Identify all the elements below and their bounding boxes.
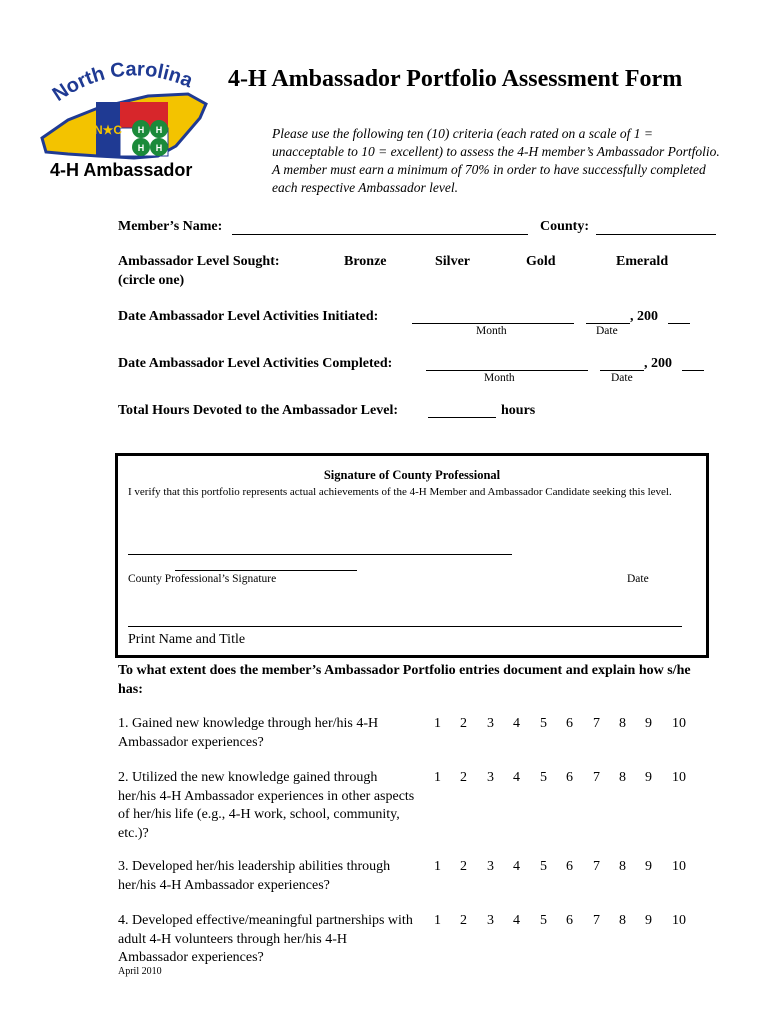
rating-option-10[interactable]: 10	[672, 770, 686, 785]
rating-option-7[interactable]: 7	[593, 770, 600, 785]
rating-option-10[interactable]: 10	[672, 716, 686, 731]
rating-option-8[interactable]: 8	[619, 859, 626, 874]
rating-option-2[interactable]: 2	[460, 859, 467, 874]
print-name-caption: Print Name and Title	[128, 632, 246, 647]
completed-label: Date Ambassador Level Activities Completed:	[118, 356, 393, 371]
rating-option-4[interactable]: 4	[513, 770, 520, 785]
rating-option-5[interactable]: 5	[540, 859, 547, 874]
level-label: Ambassador Level Sought:	[118, 254, 280, 269]
svg-text:H: H	[137, 143, 145, 153]
rating-option-9[interactable]: 9	[645, 859, 652, 874]
svg-text:H: H	[155, 143, 163, 153]
rating-option-10[interactable]: 10	[672, 913, 686, 928]
rating-option-9[interactable]: 9	[645, 913, 652, 928]
completed-month-caption: Month	[484, 372, 515, 384]
rating-option-8[interactable]: 8	[619, 770, 626, 785]
rating-option-2[interactable]: 2	[460, 770, 467, 785]
initiated-month-field[interactable]	[412, 323, 574, 324]
rating-option-1[interactable]: 1	[434, 770, 441, 785]
completed-month-field[interactable]	[426, 370, 588, 371]
county-field[interactable]	[596, 234, 716, 235]
level-hint: (circle one)	[118, 273, 185, 288]
signature-line[interactable]	[128, 554, 512, 555]
rating-option-8[interactable]: 8	[619, 716, 626, 731]
rating-option-9[interactable]: 9	[645, 770, 652, 785]
rating-option-3[interactable]: 3	[487, 716, 494, 731]
signature-heading: Signature of County Professional	[323, 468, 501, 482]
rating-option-2[interactable]: 2	[460, 913, 467, 928]
rating-option-7[interactable]: 7	[593, 913, 600, 928]
rating-option-6[interactable]: 6	[566, 913, 573, 928]
initiated-month-caption: Month	[476, 325, 507, 337]
rating-option-3[interactable]: 3	[487, 859, 494, 874]
rating-option-5[interactable]: 5	[540, 716, 547, 731]
question-1: 1. Gained new knowledge through her/his 4-H Ambassador experiences?	[118, 716, 379, 750]
logo-graphic	[38, 60, 218, 160]
nc-4h-ambassador-logo	[38, 60, 218, 188]
member-name-label: Member’s Name:	[118, 219, 223, 234]
member-name-field[interactable]	[232, 234, 528, 235]
rating-option-7[interactable]: 7	[593, 859, 600, 874]
rating-option-6[interactable]: 6	[566, 770, 573, 785]
completed-date-caption: Date	[611, 372, 633, 384]
signature-caption: County Professional’s Signature	[128, 573, 277, 585]
initiated-label: Date Ambassador Level Activities Initiated:	[118, 309, 379, 324]
rating-option-5[interactable]: 5	[540, 770, 547, 785]
completed-year-field[interactable]	[682, 370, 704, 371]
rating-option-3[interactable]: 3	[487, 913, 494, 928]
rating-option-7[interactable]: 7	[593, 716, 600, 731]
signature-date-caption: Date	[627, 573, 649, 585]
verify-statement: I verify that this portfolio represents actual achievements of the 4-H Member and Ambassador Candidate seeking this level.	[128, 486, 672, 498]
form-title: 4-H Ambassador Portfolio Assessment Form	[228, 66, 683, 92]
rating-option-1[interactable]: 1	[434, 716, 441, 731]
footer-date: April 2010	[118, 966, 162, 977]
level-option-bronze[interactable]: Bronze	[344, 254, 387, 269]
rating-option-6[interactable]: 6	[566, 859, 573, 874]
intro-instructions: Please use the following ten (10) criteria (each rated on a scale of 1 = unacceptable to 10 = excellent) to assess the 4-H member’s Ambassador Portfolio. A member must earn a minimum of 70% in order to have successfully completed each respective Ambassador level.	[272, 126, 720, 195]
assessment-heading: To what extent does the member’s Ambassador Portfolio entries document and explain how s/he has:	[118, 663, 691, 697]
completed-year-prefix: , 200	[644, 356, 672, 371]
rating-option-5[interactable]: 5	[540, 913, 547, 928]
svg-text:H: H	[137, 125, 145, 135]
flag-text: N★C	[93, 123, 123, 137]
question-4: 4. Developed effective/meaningful partnerships with adult 4-H volunteers through her/his 4-H Ambassador experiences?	[118, 913, 413, 965]
hours-field[interactable]	[428, 417, 496, 418]
initiated-date-field[interactable]	[586, 323, 630, 324]
rating-option-1[interactable]: 1	[434, 913, 441, 928]
print-name-line[interactable]	[128, 626, 682, 627]
rating-option-1[interactable]: 1	[434, 859, 441, 874]
svg-text:H: H	[155, 125, 163, 135]
initiated-year-prefix: , 200	[630, 309, 658, 324]
rating-option-4[interactable]: 4	[513, 913, 520, 928]
signature-box	[115, 453, 709, 658]
signature-line-2[interactable]	[175, 570, 357, 571]
rating-option-2[interactable]: 2	[460, 716, 467, 731]
completed-date-field[interactable]	[600, 370, 644, 371]
rating-option-9[interactable]: 9	[645, 716, 652, 731]
rating-option-4[interactable]: 4	[513, 859, 520, 874]
rating-option-10[interactable]: 10	[672, 859, 686, 874]
level-option-silver[interactable]: Silver	[435, 254, 470, 269]
level-option-emerald[interactable]: Emerald	[616, 254, 669, 269]
rating-option-8[interactable]: 8	[619, 913, 626, 928]
question-2: 2. Utilized the new knowledge gained through her/his 4-H Ambassador experiences in other aspects of her/his life (e.g., 4-H work, school, community, etc.)?	[118, 770, 415, 841]
initiated-date-caption: Date	[596, 325, 618, 337]
rating-option-6[interactable]: 6	[566, 716, 573, 731]
initiated-year-field[interactable]	[668, 323, 690, 324]
rating-option-4[interactable]: 4	[513, 716, 520, 731]
question-3: 3. Developed her/his leadership abilities through her/his 4-H Ambassador experiences?	[118, 859, 391, 893]
hours-label: Total Hours Devoted to the Ambassador Level:	[118, 403, 398, 418]
level-option-gold[interactable]: Gold	[526, 254, 556, 269]
logo-caption: 4-H Ambassador	[50, 160, 193, 180]
logo-arc-text: North Carolina	[48, 60, 196, 106]
rating-option-3[interactable]: 3	[487, 770, 494, 785]
hours-unit: hours	[501, 403, 536, 418]
county-label: County:	[540, 219, 590, 234]
